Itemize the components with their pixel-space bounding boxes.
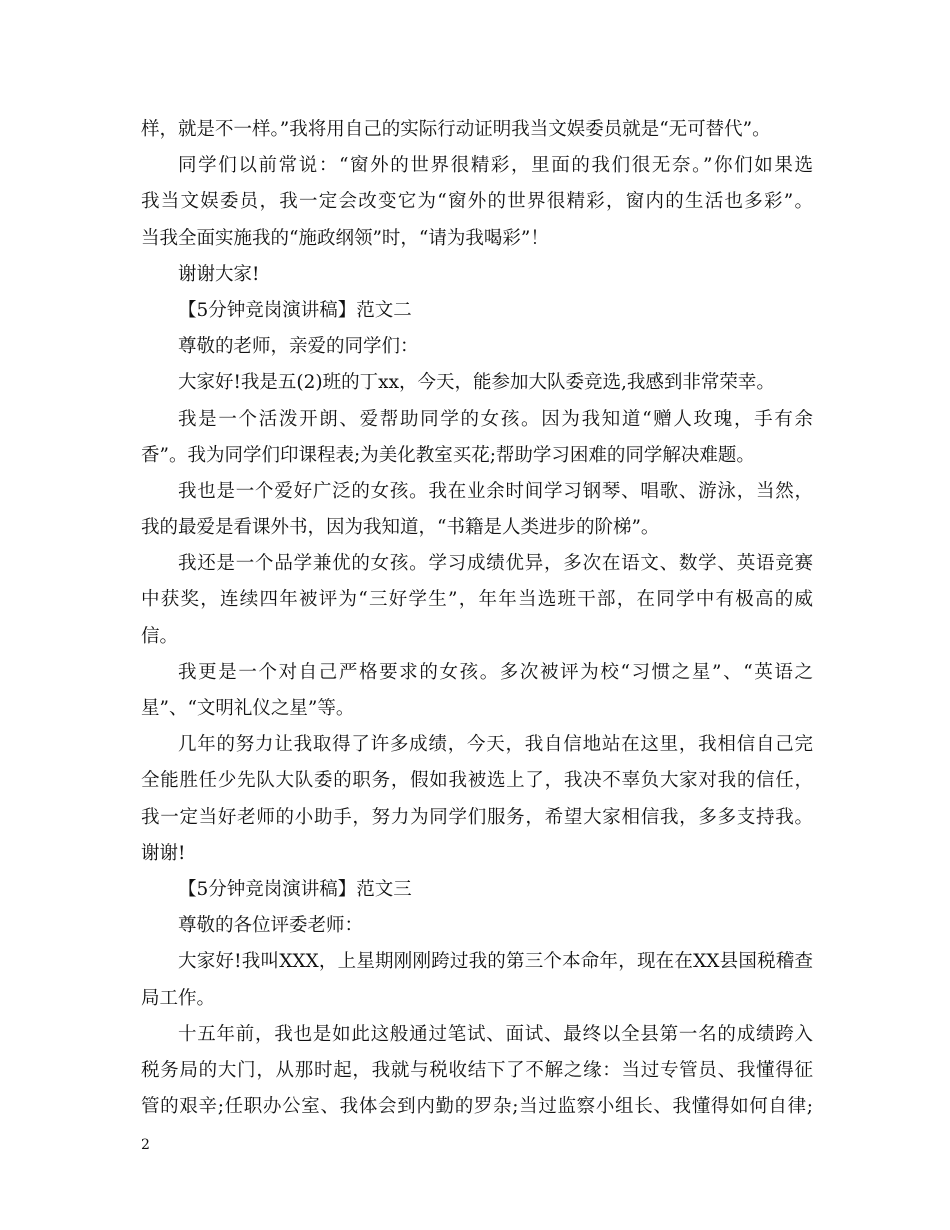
text-line: 我更是一个对自己严格要求的女孩。多次被评为校“习惯之星”、“英语之	[178, 661, 813, 683]
text-line: 局工作。	[141, 987, 216, 1009]
text-line: 大家好!我是五(2)班的丁xx，今天，能参加大队委竞选,我感到非常荣幸。	[178, 372, 775, 394]
text-line: 我也是一个爱好广泛的女孩。我在业余时间学习钢琴、唱歌、游泳，当然，	[178, 480, 813, 502]
text-line: 十五年前，我也是如此这般通过笔试、面试、最终以全县第一名的成绩跨入	[178, 1023, 813, 1045]
text-line: 谢谢大家!	[178, 263, 260, 285]
text-line: 我是一个活泼开朗、爱帮助同学的女孩。因为我知道“赠人玫瑰，手有余	[178, 408, 813, 430]
document-body	[141, 112, 813, 1125]
text-line: 全能胜任少先队大队委的职务，假如我被选上了，我决不辜负大家对我的信任，	[141, 770, 813, 792]
text-line: 尊敬的各位评委老师：	[178, 915, 364, 937]
text-line: 管的艰辛;任职办公室、我体会到内勤的罗杂;当过监察小组长、我懂得如何自律;	[141, 1096, 813, 1118]
text-line: 样，就是不一样。”我将用自己的实际行动证明我当文娱委员就是“无可替代”。	[141, 119, 771, 140]
text-line: 几年的努力让我取得了许多成绩，今天，我自信地站在这里，我相信自己完	[178, 734, 813, 756]
text-line: 当我全面实施我的“施政纲领”时，“请为我喝彩”！	[141, 227, 549, 249]
text-line: 我当文娱委员，我一定会改变它为“窗外的世界很精彩，窗内的生活也多彩”。	[141, 191, 813, 213]
text-line: 我还是一个品学兼优的女孩。学习成绩优异，多次在语文、数学、英语竞赛	[178, 553, 813, 575]
page-number: 2	[141, 1137, 150, 1153]
text-line: 税务局的大门，从那时起，我就与税收结下了不解之缘：当过专管员、我懂得征	[141, 1059, 813, 1081]
text-line: 大家好!我叫XXX，上星期刚刚跨过我的第三个本命年，现在在XX县国税稽查	[178, 951, 813, 973]
text-line: 中获奖，连续四年被评为“三好学生”，年年当选班干部，在同学中有极高的威	[141, 589, 813, 611]
text-line: 我的最爱是看课外书，因为我知道，“书籍是人类进步的阶梯”。	[141, 517, 660, 539]
text-line: 星”、“文明礼仪之星”等。	[141, 698, 355, 719]
text-line: 【5分钟竞岗演讲稿】范文二	[178, 299, 412, 321]
text-line: 尊敬的老师，亲爱的同学们：	[178, 336, 419, 358]
text-line: 【5分钟竞岗演讲稿】范文三	[178, 878, 412, 900]
text-line: 谢谢!	[141, 842, 186, 864]
text-line: 信。	[141, 625, 179, 647]
text-line: 同学们以前常说：“窗外的世界很精彩，里面的我们很无奈。”你们如果选	[178, 155, 813, 177]
text-line: 我一定当好老师的小助手，努力为同学们服务，希望大家相信我，多多支持我。	[141, 806, 813, 828]
text-line: 香”。我为同学们印课程表;为美化教室买花;帮助学习困难的同学解决难题。	[141, 444, 755, 466]
